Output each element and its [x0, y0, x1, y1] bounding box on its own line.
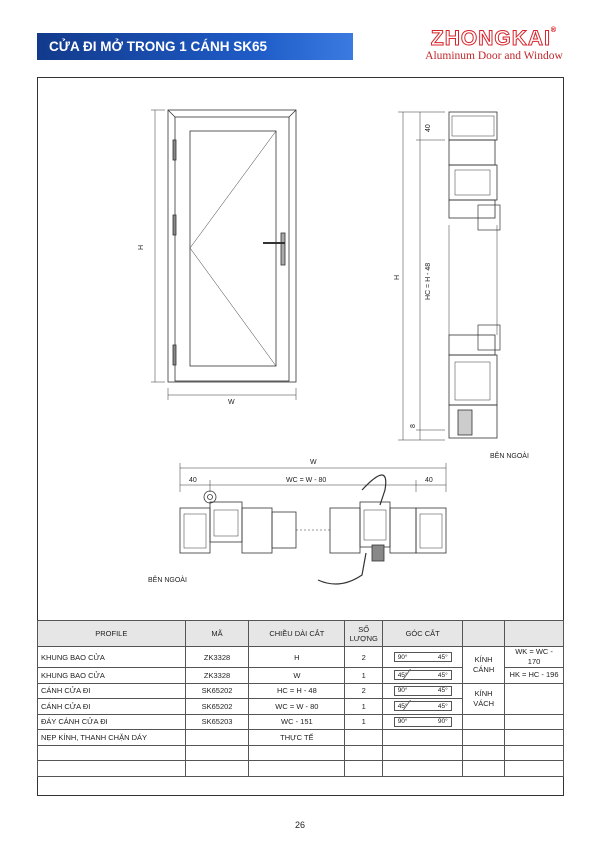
table-row: CÁNH CỬA ĐI SK65202 HC = H - 48 2 90° 45° KÍNH VÁCH: [38, 683, 564, 699]
header-length: CHIỀU DÀI CẮT: [249, 621, 345, 647]
cut-angle-box: 90° 90°: [394, 717, 452, 727]
table-row: KHUNG BAO CỬA ZK3328 H 2 90° 45° KÍNH CÁNH WK = WC - 170: [38, 647, 564, 668]
formula-wk: WK = WC - 170: [505, 647, 564, 668]
door-glass: [190, 131, 276, 366]
cutting-spec-table: [37, 620, 564, 777]
header-profile: PROFILE: [38, 621, 186, 647]
table-header-row: [38, 621, 564, 647]
brand-name: ZHONGKAI: [430, 27, 551, 50]
outside-label-left: BÊN NGOÀI: [148, 577, 187, 584]
table-row: KHUNG BAO CỬA ZK3328 W 1 45° 45° HK = HC - 196: [38, 668, 564, 684]
page-title: CỬA ĐI MỞ TRONG 1 CÁNH SK65: [49, 39, 267, 54]
section-hc-label: HC = H - 48: [425, 262, 432, 300]
plan-right-dim: 40: [425, 477, 433, 484]
table-row: [38, 745, 564, 761]
cut-angle-box: 45° 45°: [394, 701, 452, 711]
outside-label-right: BÊN NGOÀI: [490, 453, 529, 460]
section-bottom-dim: 8: [410, 424, 417, 428]
header-code: MÃ: [185, 621, 249, 647]
table-row: ĐÁY CÁNH CỬA ĐI SK65203 WC - 151 1 90° 90°: [38, 714, 564, 730]
door-sash: [175, 117, 289, 381]
brand-registered-mark: ®: [550, 27, 558, 34]
plan-left-dim: 40: [189, 477, 197, 484]
plan-wc-label: WC = W - 80: [286, 477, 327, 484]
cut-angle-box: 90° 45°: [394, 652, 452, 662]
brand-subtitle: Aluminum Door and Window: [425, 50, 563, 62]
glass-fixed-label: KÍNH VÁCH: [463, 683, 505, 714]
table-row: [38, 761, 564, 777]
table-row: NẸP KÍNH, THANH CHẶN DÁY THỰC TẾ: [38, 730, 564, 746]
glass-sash-label: KÍNH CÁNH: [463, 647, 505, 684]
door-width-label: W: [228, 399, 235, 406]
section-top-dim: 40: [425, 124, 432, 132]
formula-hk: HK = HC - 196: [505, 668, 564, 684]
cut-angle-box: 45° 45°: [394, 670, 452, 680]
plan-width-label: W: [310, 459, 317, 466]
header-qty: SỐ LƯỢNG: [345, 621, 383, 647]
page-number: 26: [294, 820, 305, 830]
table-row: CÁNH CỬA ĐI SK65202 WC = W - 80 1 45° 45°: [38, 699, 564, 715]
header-angle: GÓC CẮT: [383, 621, 463, 647]
section-height-label: H: [394, 274, 401, 280]
cut-angle-box: 90° 45°: [394, 686, 452, 696]
door-height-label: H: [138, 244, 145, 250]
door-outer-frame: [168, 110, 296, 382]
